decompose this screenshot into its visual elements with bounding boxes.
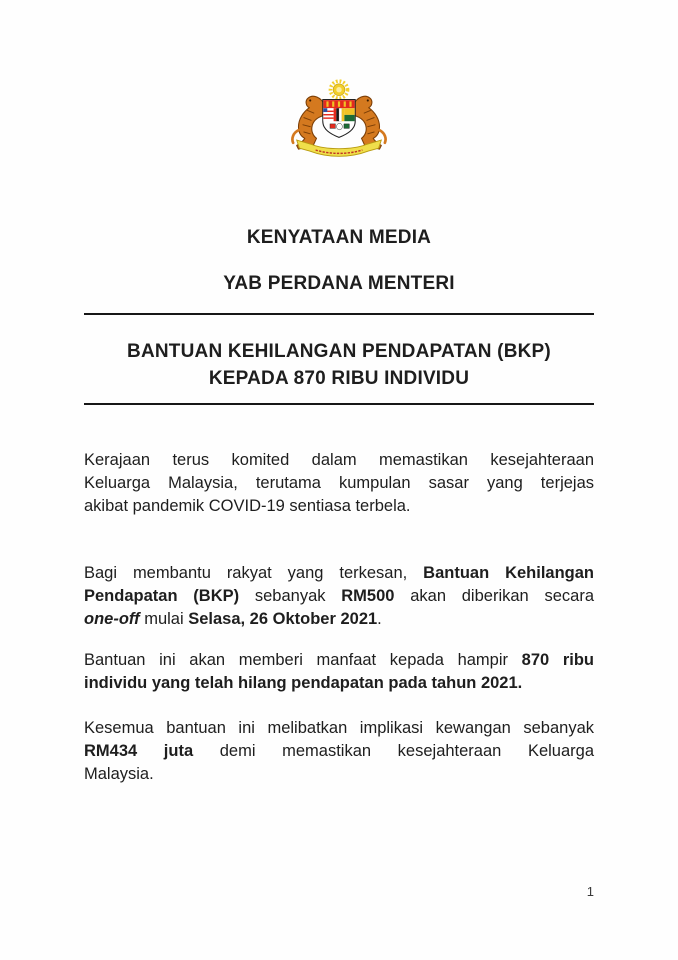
text-run: demi memastikan kesejahteraan Keluarga — [193, 742, 594, 760]
text-run: mulai — [139, 610, 189, 628]
paragraph — [84, 649, 594, 695]
title-line-2: KEPADA 870 RIBU INDIVIDU — [208, 368, 470, 389]
paragraph — [84, 562, 594, 631]
text-run: Selasa, 26 Oktober 2021 — [188, 610, 378, 628]
shield-icon — [323, 100, 355, 138]
page-number: 1 — [586, 884, 594, 899]
issuer-heading: YAB PERDANA MENTERI — [223, 273, 455, 294]
paragraph-line — [84, 472, 594, 495]
text-run: Bantuan ini akan memberi manfaat kepada hampir — [84, 651, 522, 669]
text-run: one-off — [84, 610, 140, 628]
text-run: Kerajaan terus komited dalam memastikan kesejahteraan — [84, 451, 594, 469]
paragraph-line — [84, 495, 594, 518]
paragraph — [84, 449, 594, 518]
paragraph-line — [84, 763, 594, 786]
text-run: Bagi membantu rakyat yang terkesan, — [84, 564, 424, 582]
paragraph-line — [84, 562, 594, 585]
paragraph-line — [84, 608, 594, 631]
text-run: Keluarga Malaysia, terutama kumpulan sasar yang terjejas — [84, 474, 594, 492]
paragraph-line — [84, 449, 594, 472]
text-run: RM500 — [341, 587, 395, 605]
text-run: akibat pandemik COVID-19 sentiasa terbela. — [84, 497, 411, 515]
paragraph-line — [84, 585, 594, 608]
paragraph — [84, 717, 594, 786]
body-paragraphs — [84, 449, 594, 786]
text-run: akan diberikan secara — [394, 587, 594, 605]
paragraph-line — [84, 740, 594, 763]
document-type-heading: KENYATAAN MEDIA — [246, 227, 432, 248]
text-run: 870 ribu — [521, 651, 594, 669]
text-run: Bantuan Kehilangan — [423, 564, 595, 582]
press-release-title — [84, 338, 594, 392]
horizontal-rule-bottom — [84, 403, 594, 405]
text-run: Pendapatan (BKP) — [84, 587, 240, 605]
paragraph-line — [84, 717, 594, 740]
paragraph-line — [84, 672, 594, 695]
text-run: Kesemua bantuan ini melibatkan implikasi kewangan sebanyak — [84, 719, 594, 737]
paragraph-line — [84, 649, 594, 672]
malaysia-coat-of-arms-icon — [285, 78, 393, 168]
title-line-1: BANTUAN KEHILANGAN PENDAPATAN (BKP) — [127, 341, 551, 362]
horizontal-rule-top — [84, 313, 594, 315]
text-run: RM434 juta — [84, 742, 194, 760]
text-run: . — [377, 610, 382, 628]
text-run: individu yang telah hilang pendapatan pada tahun 2021. — [84, 674, 523, 692]
text-run: sebanyak — [239, 587, 342, 605]
text-run: Malaysia. — [84, 765, 154, 783]
